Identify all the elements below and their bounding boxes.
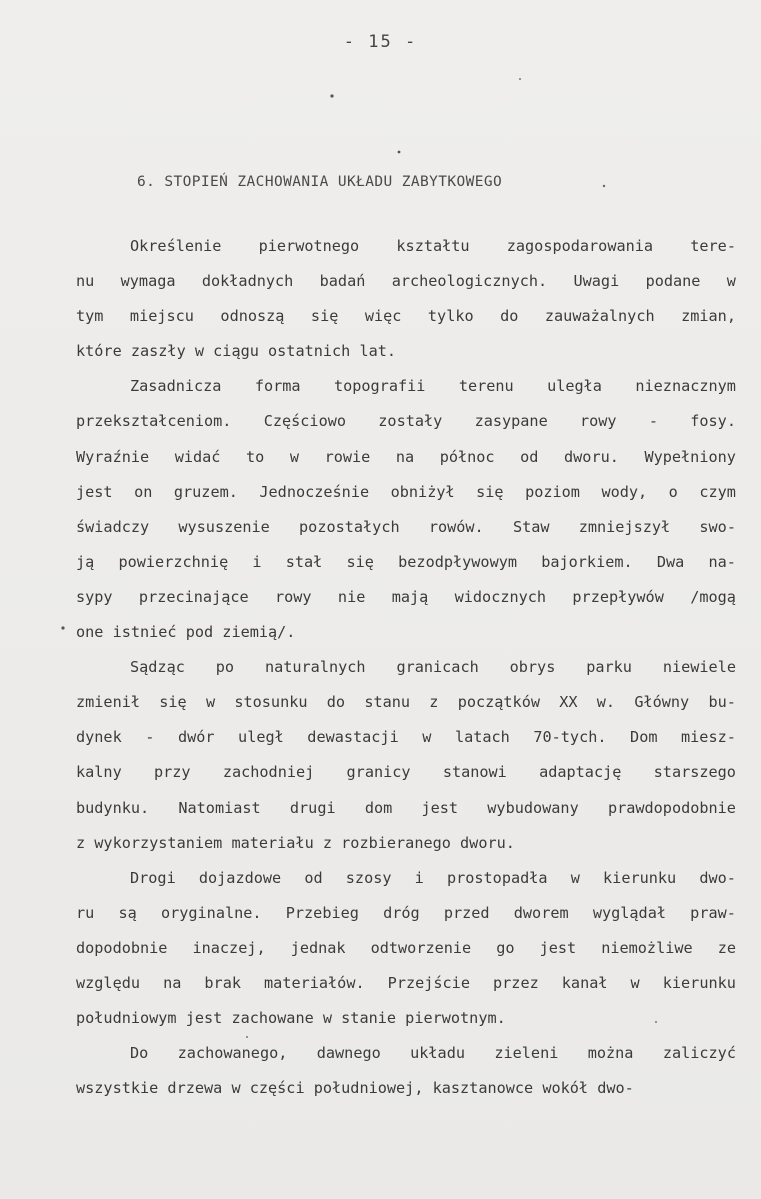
text-line: Drogi dojazdowe od szosy i prostopadła w kierunku dwo- (130, 868, 736, 887)
text-line: one istnieć pod ziemią/. (76, 623, 296, 642)
text-line: wszystkie drzewa w części południowej, kasztanowce wokół dwo- (76, 1079, 634, 1098)
speck (61, 626, 64, 629)
page-number: - 15 - (343, 32, 418, 52)
text-line: kalny przy zachodniej granicy stanowi adaptację starszego (76, 763, 736, 782)
speck (398, 151, 401, 154)
text-line: Sądząc po naturalnych granicach obrys parku niewiele (130, 658, 736, 677)
text-line: ru są oryginalne. Przebieg dróg przed dworem wyglądał praw- (76, 903, 736, 922)
text-line: tym miejscu odnoszą się więc tylko do zauważalnych zmian, (76, 307, 736, 326)
text-line: ją powierzchnię i stał się bezodpływowym bajorkiem. Dwa na- (76, 552, 736, 571)
body-text (76, 229, 736, 1106)
text-line: południowym jest zachowane w stanie pierwotnym. (76, 1009, 506, 1028)
text-line: względu na brak materiałów. Przejście przez kanał w kierunku (76, 973, 736, 992)
text-line: które zaszły w ciągu ostatnich lat. (76, 342, 397, 361)
text-line: Określenie pierwotnego kształtu zagospodarowania tere- (130, 237, 736, 255)
text-line: świadczy wysuszenie pozostałych rowów. Staw zmniejszył swo- (76, 517, 736, 536)
speck (519, 78, 521, 80)
text-line: zmienił się w stosunku do stanu z początków XX w. Główny bu- (76, 693, 736, 712)
text-line: przekształceniom. Częściowo zostały zasypane rowy - fosy. (76, 412, 736, 431)
text-line: budynku. Natomiast drugi dom jest wybudowany prawdopodobnie (76, 798, 736, 817)
text-line: dynek - dwór uległ dewastacji w latach 70-tych. Dom miesz- (76, 728, 736, 747)
text-line: z wykorzystaniem materiału z rozbieranego dworu. (76, 833, 515, 852)
section-title: 6. STOPIEŃ ZACHOWANIA UKŁADU ZABYTKOWEGO (137, 174, 503, 190)
text-line: nu wymaga dokładnych badań archeologicznych. Uwagi podane w (76, 272, 736, 291)
text-line: Wyraźnie widać to w rowie na północ od dworu. Wypełniony (76, 447, 736, 466)
text-line: jest on gruzem. Jednocześnie obniżył się poziom wody, o czym (76, 482, 736, 501)
speck (603, 185, 605, 187)
speck (330, 94, 333, 97)
text-line: Do zachowanego, dawnego układu zieleni można zaliczyć (130, 1044, 736, 1063)
text-line: Zasadnicza forma topografii terenu uległa nieznacznym (130, 377, 736, 396)
text-line: sypy przecinające rowy nie mają widocznych przepływów /mogą (76, 587, 736, 606)
text-line: dopodobnie inaczej, jednak odtworzenie go jest niemożliwe ze (76, 938, 736, 957)
